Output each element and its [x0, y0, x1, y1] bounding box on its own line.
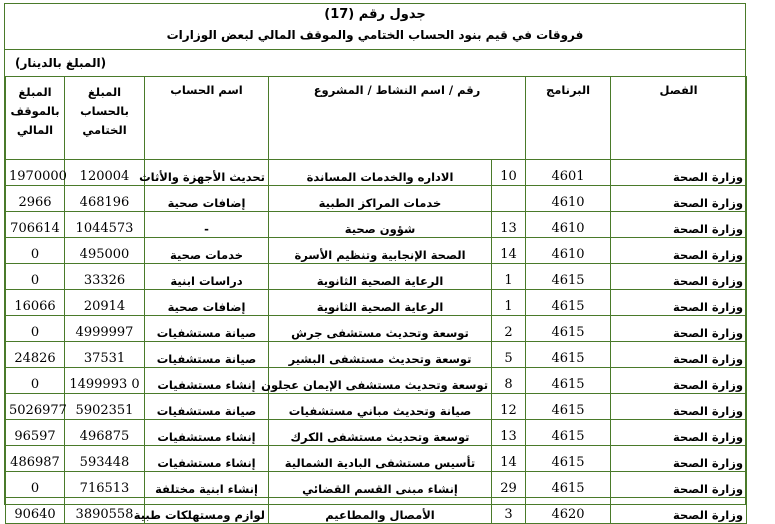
cell-activity-number: 5	[492, 342, 526, 368]
cell-activity-number: 3	[492, 498, 526, 524]
table-row	[6, 498, 747, 524]
cell-financial-amount: 0	[6, 238, 65, 264]
table-row	[6, 290, 747, 316]
table-row	[6, 446, 747, 472]
cell-section: وزارة الصحة	[611, 394, 747, 420]
cell-account: تحديث الأجهزة والأثاث	[145, 160, 269, 186]
cell-activity-number: 8	[492, 368, 526, 394]
cell-financial-amount: 2966	[6, 186, 65, 212]
cell-activity-name: الرعاية الصحية الثانوية	[269, 290, 492, 316]
cell-activity-name: الصحة الإنجابية وتنظيم الأسرة	[269, 238, 492, 264]
table-subtitle: فروقات في قيم بنود الحساب الختامي والموقف المالي لبعض الوزارات	[166, 28, 584, 42]
cell-financial-amount: 16066	[6, 290, 65, 316]
table-row	[6, 420, 747, 446]
cell-activity-name: توسعة وتحديث مستشفى الكرك	[269, 420, 492, 446]
title-separator	[5, 49, 745, 50]
cell-financial-amount: 0	[6, 472, 65, 498]
table-row	[6, 264, 747, 290]
cell-section: وزارة الصحة	[611, 186, 747, 212]
cell-section: وزارة الصحة	[611, 446, 747, 472]
cell-activity-name: خدمات المراكز الطبية	[269, 186, 492, 212]
cell-activity-number: 14	[492, 446, 526, 472]
cell-financial-amount: 24826	[6, 342, 65, 368]
cell-program: 4615	[526, 342, 611, 368]
cell-activity-number: 1	[492, 290, 526, 316]
cell-activity-name: صيانة وتحديث مباني مستشفيات	[269, 394, 492, 420]
cell-account: صيانة مستشفيات	[145, 342, 269, 368]
cell-final-amount: 496875	[65, 420, 145, 446]
cell-program: 4610	[526, 212, 611, 238]
cell-section: وزارة الصحة	[611, 368, 747, 394]
cell-activity-number: 2	[492, 316, 526, 342]
table-row	[6, 316, 747, 342]
cell-financial-amount: 486987	[6, 446, 65, 472]
cell-account: إضافات صحية	[145, 290, 269, 316]
cell-section: وزارة الصحة	[611, 316, 747, 342]
header-final-amount: المبلغ بالحساب الختامي	[65, 77, 145, 160]
table-row	[6, 394, 747, 420]
table-row	[6, 342, 747, 368]
cell-program: 4615	[526, 290, 611, 316]
cell-final-amount: 20914	[65, 290, 145, 316]
cell-account: إنشاء مستشفيات	[145, 420, 269, 446]
cell-financial-amount: 0	[6, 316, 65, 342]
table-row	[6, 160, 747, 186]
cell-activity-name: شؤون صحية	[269, 212, 492, 238]
cell-activity-number: 29	[492, 472, 526, 498]
cell-activity-number: 13	[492, 212, 526, 238]
cell-account: صيانة مستشفيات	[145, 316, 269, 342]
table-row	[6, 368, 747, 394]
header-account: اسم الحساب	[145, 77, 269, 160]
table-row	[6, 212, 747, 238]
cell-final-amount: 495000	[65, 238, 145, 264]
cell-final-amount: 37531	[65, 342, 145, 368]
cell-section: وزارة الصحة	[611, 160, 747, 186]
table-title: جدول رقم (17)	[324, 7, 426, 22]
cell-program: 4615	[526, 368, 611, 394]
cell-financial-amount: 90640	[6, 498, 65, 524]
cell-activity-number: 12	[492, 394, 526, 420]
cell-program: 4620	[526, 498, 611, 524]
cell-section: وزارة الصحة	[611, 420, 747, 446]
table-row	[6, 472, 747, 498]
cell-activity-number: 13	[492, 420, 526, 446]
cell-program: 4610	[526, 186, 611, 212]
unit-note: (المبلغ بالدينار)	[15, 56, 107, 70]
cell-section: وزارة الصحة	[611, 238, 747, 264]
header-activity: رقم / اسم النشاط / المشروع	[269, 77, 526, 160]
cell-activity-number: 1	[492, 264, 526, 290]
cell-section: وزارة الصحة	[611, 342, 747, 368]
cell-financial-amount: 0	[6, 264, 65, 290]
cell-section: وزارة الصحة	[611, 290, 747, 316]
cell-activity-number	[492, 186, 526, 212]
cell-activity-name: إنشاء مبنى القسم القضائي	[269, 472, 492, 498]
cell-final-amount: 33326	[65, 264, 145, 290]
cell-activity-name: توسعة وتحديث مستشفى البشير	[269, 342, 492, 368]
table-row	[6, 238, 747, 264]
data-table	[5, 76, 747, 524]
table-frame	[4, 3, 746, 522]
cell-section: وزارة الصحة	[611, 212, 747, 238]
cell-final-amount: 5902351	[65, 394, 145, 420]
cell-activity-name: توسعة وتحديث مستشفى جرش	[269, 316, 492, 342]
header-financial-amount: المبلغ بالموقف المالي	[6, 77, 65, 160]
cell-financial-amount: 5026977	[6, 394, 65, 420]
cell-activity-name: توسعة وتحديث مستشفى الإيمان عجلون	[269, 368, 492, 394]
cell-account: دراسات ابنية	[145, 264, 269, 290]
cell-account: صيانة مستشفيات	[145, 394, 269, 420]
cell-program: 4615	[526, 472, 611, 498]
cell-program: 4615	[526, 316, 611, 342]
cell-activity-name: تأسيس مستشفى البادية الشمالية	[269, 446, 492, 472]
cell-financial-amount: 706614	[6, 212, 65, 238]
cell-activity-name: الرعاية الصحية الثانوية	[269, 264, 492, 290]
cell-account: إنشاء مستشفيات	[145, 368, 269, 394]
cell-account: خدمات صحية	[145, 238, 269, 264]
cell-program: 4615	[526, 264, 611, 290]
cell-final-amount: 3890558	[65, 498, 145, 524]
cell-program: 4610	[526, 238, 611, 264]
header-section: الفصل	[611, 77, 747, 160]
cell-section: وزارة الصحة	[611, 472, 747, 498]
cell-program: 4601	[526, 160, 611, 186]
cell-financial-amount: 0	[6, 368, 65, 394]
table-row	[6, 186, 747, 212]
cell-section: وزارة الصحة	[611, 264, 747, 290]
cell-final-amount: 468196	[65, 186, 145, 212]
cell-activity-number: 10	[492, 160, 526, 186]
cell-final-amount: 1044573	[65, 212, 145, 238]
cell-section: وزارة الصحة	[611, 498, 747, 524]
cell-account: لوازم ومستهلكات طبية	[145, 498, 269, 524]
title-block	[5, 4, 745, 46]
cell-final-amount: 1499993 0	[65, 368, 145, 394]
cell-program: 4615	[526, 394, 611, 420]
cell-account: إنشاء مستشفيات	[145, 446, 269, 472]
cell-account: -	[145, 212, 269, 238]
cell-final-amount: 120004	[65, 160, 145, 186]
cell-account: إنشاء ابنية مختلفة	[145, 472, 269, 498]
cell-activity-name: الاداره والخدمات المساندة	[269, 160, 492, 186]
cell-final-amount: 4999997	[65, 316, 145, 342]
header-program: البرنامج	[526, 77, 611, 160]
cell-activity-name: الأمصال والمطاعيم	[269, 498, 492, 524]
cell-final-amount: 593448	[65, 446, 145, 472]
cell-activity-number: 14	[492, 238, 526, 264]
cell-financial-amount: 96597	[6, 420, 65, 446]
cell-financial-amount: 1970000	[6, 160, 65, 186]
cell-program: 4615	[526, 420, 611, 446]
cell-final-amount: 716513	[65, 472, 145, 498]
cell-account: إضافات صحية	[145, 186, 269, 212]
cell-program: 4615	[526, 446, 611, 472]
